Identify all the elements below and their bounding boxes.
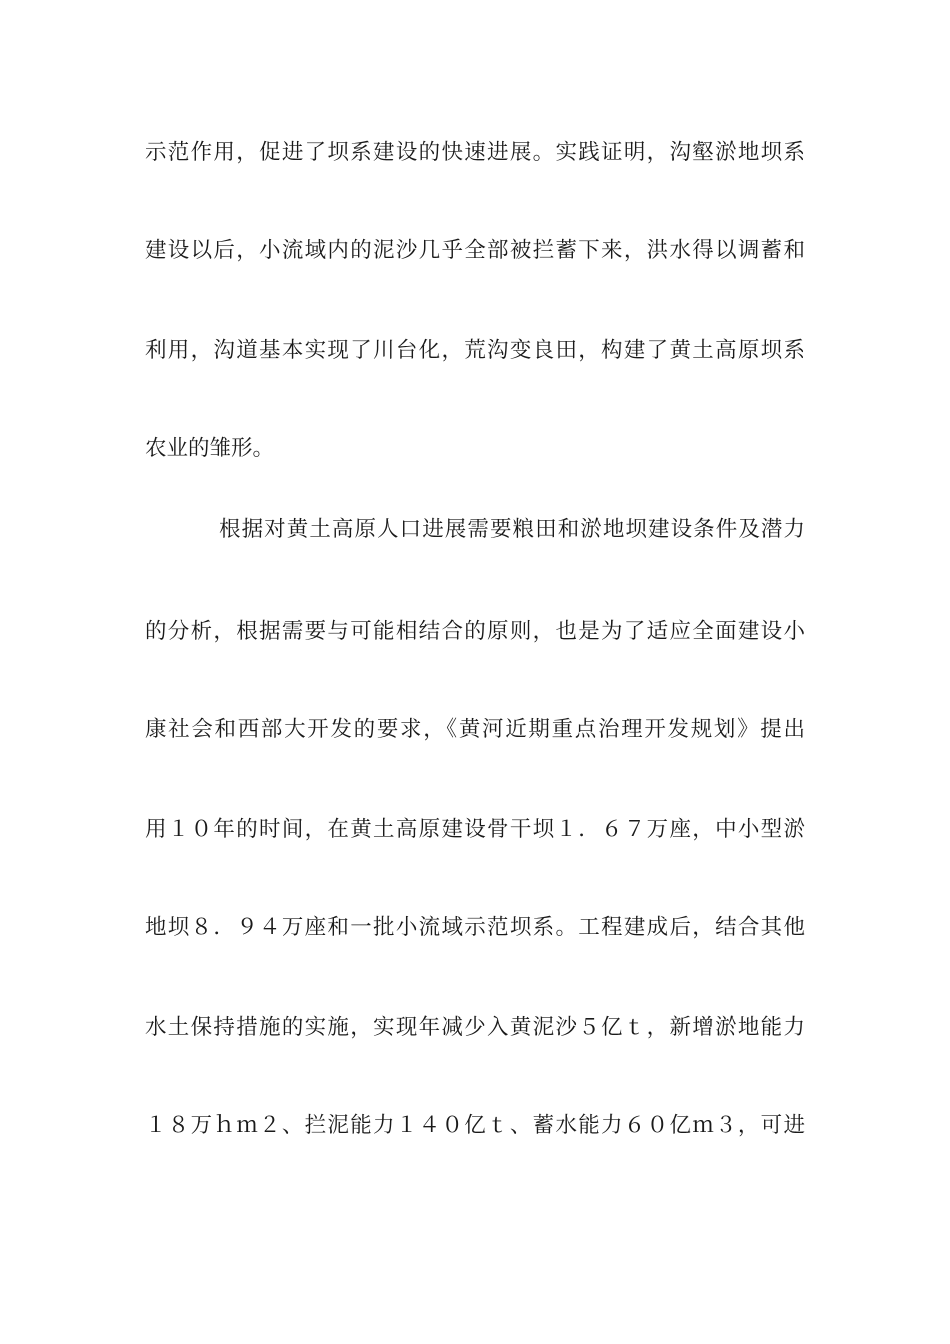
text-line-3: 利用，沟道基本实现了川台化，荒沟变良田，构建了黄土高原坝系: [145, 338, 805, 363]
text-line-2: 建设以后，小流域内的泥沙几乎全部被拦蓄下来，洪水得以调蓄和: [145, 238, 805, 263]
text-line-1: 示范作用，促进了坝系建设的快速进展。实践证明，沟壑淤地坝系: [145, 140, 805, 165]
text-line-4: 农业的雏形。: [145, 436, 275, 461]
text-line-8: 用１０年的时间，在黄土高原建设骨干坝１．６７万座，中小型淤: [145, 817, 805, 842]
text-line-10: 水土保持措施的实施，实现年减少入黄泥沙５亿ｔ，新增淤地能力: [145, 1015, 805, 1040]
text-line-6: 的分析，根据需要与可能相结合的原则，也是为了适应全面建设小: [145, 619, 805, 644]
text-line-5: 根据对黄土高原人口进展需要粮田和淤地坝建设条件及潜力: [219, 517, 805, 542]
text-line-7: 康社会和西部大开发的要求，《黄河近期重点治理开发规划》提出: [145, 717, 805, 742]
text-line-9: 地坝８．９４万座和一批小流域示范坝系。工程建成后，结合其他: [145, 915, 805, 940]
text-line-11: １８万ｈｍ２、拦泥能力１４０亿ｔ、蓄水能力６０亿ｍ３，可进: [145, 1113, 805, 1138]
